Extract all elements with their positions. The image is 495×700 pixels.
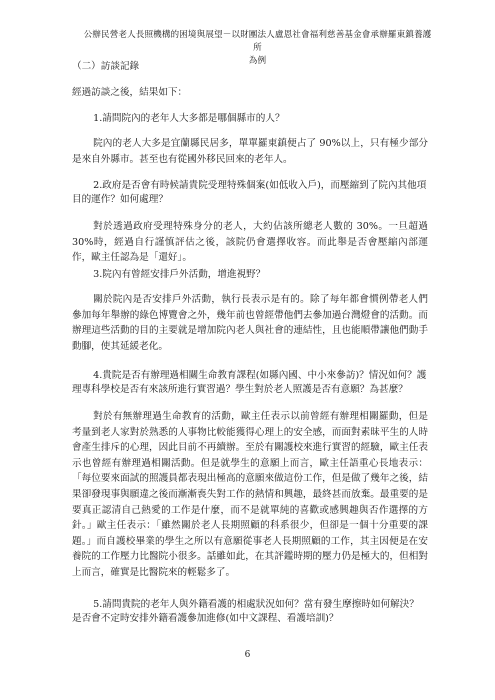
question-2: 2.政府是否會有時候請貴院受理特殊個案(如低收入戶)，而壓縮到了院內其他項目的運作？如何處理？ (72, 180, 427, 205)
header-line-1: 公辦民營老人長照機構的困境與展望－以財團法人盧恩社會福利慈善基金會承辦羅東鎮養護所 (83, 30, 432, 53)
page-number: 6 (244, 650, 251, 660)
question-5: 5.請問貴院的老年人與外籍看護的相處狀況如何？當有發生摩擦時如何解決？是否會不定時安排外籍看護參加進修(如中文課程、看護培訓)？ (72, 599, 419, 624)
question-3: 3.院內有曾經安排戶外活動，增進視野？ (93, 269, 266, 280)
header-line-2: 為例 (248, 56, 267, 66)
answer-1: 院內的老人大多是宜蘭縣民居多，單單羅東鎮便占了 90%以上，只有極少部分是來自外縣市。甚至也有從國外移民回來的老年人。 (72, 138, 428, 165)
qa-item-1 (72, 112, 428, 167)
answer-3: 關於院內是否安排戶外活動，執行長表示是有的。除了每年都會慣例帶老人們參加每年舉辦的綠色博覽會之外，幾年前也曾經帶他們去參加過台灣燈會的活動。而辦理這些活動的目的主要就是增加院內老人與社會的連結性，且也能順帶讓他們動手動腳，使其延緩老化。 (72, 294, 428, 352)
answer-2: 對於透過政府受理特殊身分的老人，大約佔該所總老人數的 30%。一旦超過 30%時，經過自行謹慎評估之後，該院仍會選擇收容。而此舉是否會壓縮內部運作，歐主任認為是「還好」。 (72, 221, 428, 264)
question-4: 4.貴院是否有辦理過相關生命教育課程(如縣內國、中小來參訪)？情況如何？護理專科學校是否有來該所進行實習過？學生對於老人照護是否有意願？為甚麼？ (72, 370, 427, 395)
intro-text: 經過訪談之後，結果如下： (72, 87, 188, 98)
question-1: 1.請問院內的老年人大多都是哪個縣市的人？ (93, 113, 285, 124)
qa-item-2 (72, 179, 428, 266)
qa-item-3 (72, 268, 428, 354)
qa-item-5 (72, 598, 428, 626)
section-title: （二）訪談記錄 (72, 61, 140, 72)
answer-4: 對於有無辦理過生命教育的活動，歐主任表示以前曾經有辦理相關羅動，但是考量到老人家對於熟悉的人事物比較能獲得心理上的安全感，而面對素昧平生的人時會產生排斥的心理，因此目前不再續辦。至於有關護校來進行實習的經驗，歐主任表示也曾經有辦理過相關活動。但是就學生的意願上而言，歐主任語重心長地表示：「每位要來面試的照護員都表現出極高的意願來做這份工作，但是做了幾年之後，結果卻發現事與願違之後而漸漸喪失對工作的熱情和興趣，最終甚而放棄。最重要的是要真正認清自己熱愛的工作是什麼，而不是就單純的喜歡或感興趣與否作選擇的方針。」歐主任表示：「雖然關於老人長期照顧的科系很少，但卻是一個十分重要的課題。」而自護校畢業的學生之所以有意願從事老人長期照顧的工作，其主因便是在安養院的工作壓力比醫院小很多。話雖如此，在其評鑑時期的壓力仍是極大的，但相對上而言，確實是比醫院來的輕鬆多了。 (72, 411, 428, 578)
qa-item-4 (72, 369, 428, 581)
